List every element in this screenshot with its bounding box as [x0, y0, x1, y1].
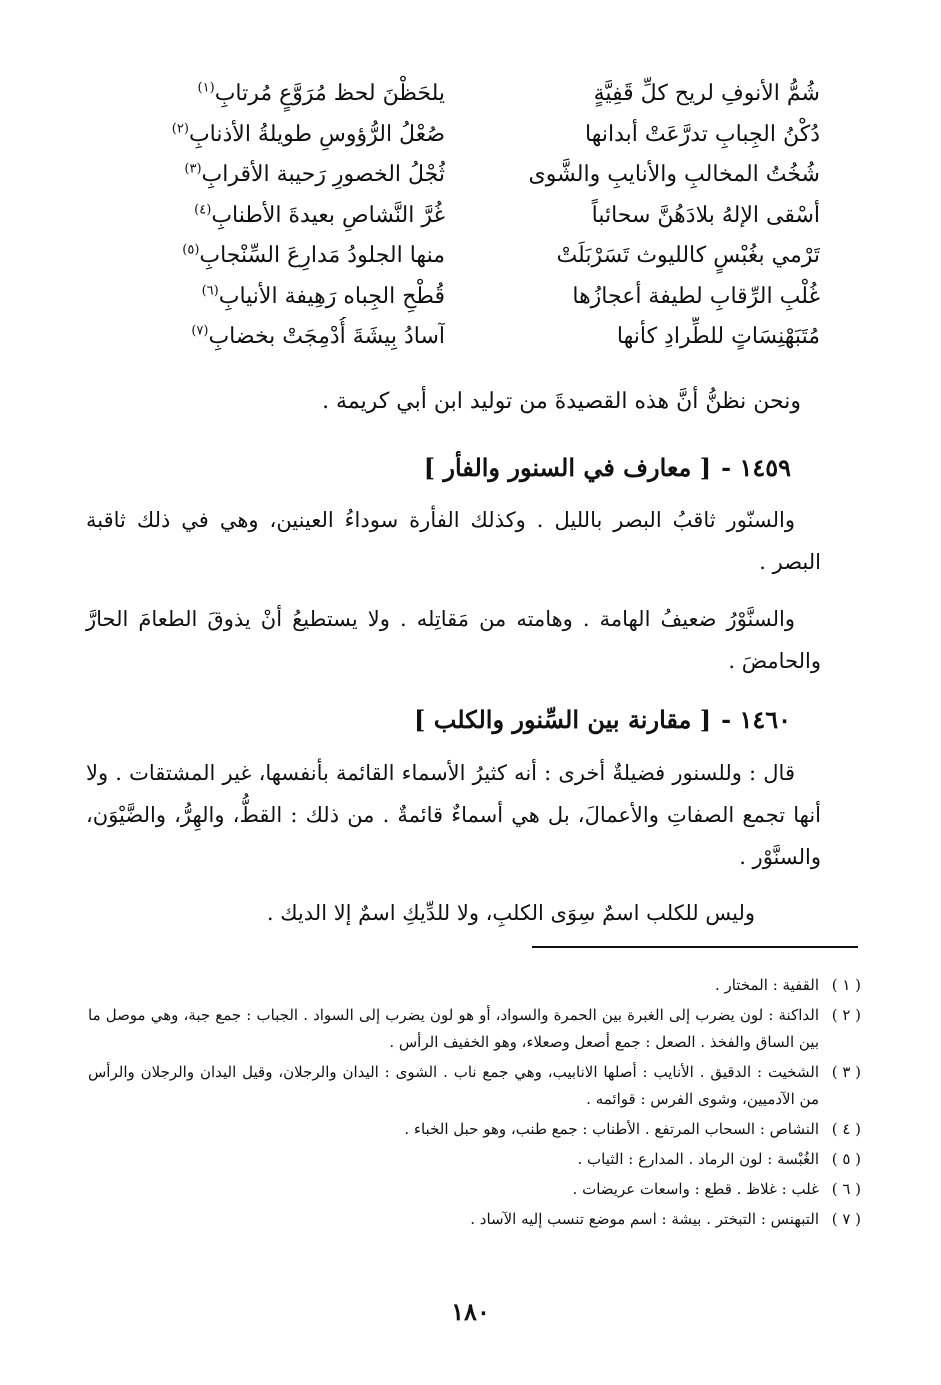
footnote-text: غلب : غلاظ . قطع : واسعات عريضات .	[572, 1180, 819, 1198]
footnote-reference: (٤)	[194, 202, 212, 218]
verse-second-hemistich	[85, 236, 445, 276]
verse-first-hemistich: دُكْنُ الجِبابِ تدرَّعَتْ أبدانها	[585, 121, 820, 147]
verse	[85, 74, 820, 115]
section-title: [ معارف في السنور والفأر ]	[423, 453, 712, 482]
footnote-number: ( ٣ )	[831, 1063, 861, 1081]
footnote-text: التبهنس : التبختر . بيشة : اسم موضع تنسب إليه الآساد .	[470, 1210, 819, 1228]
verse-second-hemistich-text: منها الجلودُ مَدارِعَ السِّنْجابِ	[199, 243, 445, 268]
verse-second-hemistich-text: غُرَّ النَّشاصِ بعيدةَ الأطنابِ	[211, 202, 445, 228]
paragraph: والسنّور ثاقبُ البصر بالليل . وكذلك الفأرة سوداءُ العينين، وهي في ذلك ثاقبة البصر .	[86, 508, 821, 574]
footnote-number: ( ٧ )	[831, 1210, 861, 1228]
poem	[85, 74, 820, 358]
footnote-number: ( ٥ )	[831, 1150, 861, 1168]
verse-second-hemistich-text: صُعْلُ الرُّؤوسِ طويلةُ الأذنابِ	[188, 121, 445, 147]
footnote	[88, 1206, 861, 1233]
footnote-reference: (٥)	[182, 242, 200, 258]
verse-second-hemistich	[85, 74, 445, 114]
paragraph: والسنَّوْرُ ضعيفُ الهامة . وهامته من مَقاتِله . ولا يستطيعُ أنْ يذوقَ الطعامَ الحارَّ والحامضَ .	[86, 607, 821, 673]
verse	[85, 236, 820, 277]
verse-second-hemistich	[85, 155, 445, 195]
footnote-text: الداكنة : لون يضرب إلى الغبرة بين الحمرة والسواد، أو هو لون يضرب إلى السواد . الجباب : جمع جبة، وهي موصل ما بين الساق والفخذ . الصعل : جمع أصعل وصعلاء، وهو الخفيف الرأس .	[88, 1006, 819, 1051]
footnote-reference: (٣)	[184, 161, 202, 177]
footnote	[88, 1116, 861, 1143]
verse-second-hemistich	[85, 196, 445, 236]
verse-first-hemistich: شُخُتُ المخالبِ والأنايبِ والشَّوى	[528, 162, 820, 187]
footnote-text: الشخيت : الدقيق . الأنايب : أصلها الانابيب، وهي جمع ناب . الشوى : اليدان والرجلان، وقيل اليدان والرجلان والرأس من الآدميين، وشوى الفرس : قوائمه .	[88, 1063, 819, 1108]
section-number: ١٤٦٠ -	[721, 705, 791, 734]
footnote-reference: (٧)	[191, 323, 209, 339]
footnote-number: ( ٢ )	[831, 1006, 861, 1024]
footnote-reference: (٢)	[171, 121, 189, 137]
verse-second-hemistich-text: يلحَظْنَ لحظ مُرَوَّعٍ مُرتابِ	[214, 81, 445, 106]
verse-second-hemistich	[85, 277, 445, 317]
footnote-number: ( ٦ )	[831, 1180, 861, 1198]
verse	[85, 155, 820, 196]
verse	[85, 277, 820, 318]
footnote-text: الغُبْسة : لون الرماد . المدارع : الثياب .	[577, 1150, 819, 1168]
paragraph: قال : وللسنور فضيلةٌ أخرى : أنه كثيرُ الأسماء القائمة بأنفسها، غير المشتقات . ولا أنها تجمع الصفاتِ والأعمالَ، بل هي أسماءٌ قائمةٌ . من ذلك : القطُّ، والهِرُّ، والضَّيْوَن، والسنَّوْر .	[86, 761, 821, 869]
footnote	[88, 972, 861, 999]
footnote-reference: (١)	[197, 80, 215, 96]
footnote-reference: (٦)	[201, 283, 219, 299]
verse	[85, 317, 820, 358]
footnote-number: ( ١ )	[831, 976, 861, 994]
verse-first-hemistich: مُتَبَهْنِسَاتٍ للطِّرادِ كأنها	[616, 324, 820, 349]
verse-second-hemistich-text: ثُجْلُ الخصورِ رَحيبة الأقرابِ	[201, 162, 445, 187]
attribution-note: ونحن نظنُّ أنَّ هذه القصيدةَ من توليد ابن أبي كريمة .	[322, 389, 801, 414]
footnote	[88, 1146, 861, 1173]
verse-first-hemistich: أسْقى الإلهُ بلادَهُنَّ سحائباً	[591, 202, 820, 228]
section-title: [ مقارنة بين السِّنور والكلب ]	[414, 705, 712, 734]
verse	[85, 115, 820, 156]
section-heading-1460	[90, 700, 791, 740]
footnote-divider	[532, 946, 858, 948]
section-number: ١٤٥٩ -	[721, 453, 791, 482]
page-number: ١٨٠	[451, 1297, 490, 1326]
footnote-number: ( ٤ )	[831, 1120, 861, 1138]
verse-second-hemistich	[85, 317, 445, 357]
verse-first-hemistich: شُمُّ الأنوفِ لريح كلِّ قَفِيَّةٍ	[593, 81, 820, 106]
footnote	[88, 1002, 861, 1056]
verse-second-hemistich-text: آسادُ بِيشَةَ أُدْمِجَتْ بخضابِ	[208, 324, 445, 349]
footnote	[88, 1059, 861, 1113]
footnote	[88, 1176, 861, 1203]
section-heading-1459	[90, 448, 791, 488]
verse-first-hemistich: غُلْبِ الرِّقابِ لطيفة أعجازُها	[572, 283, 820, 309]
verse	[85, 196, 820, 237]
footnote-text: النشاص : السحاب المرتفع . الأطناب : جمع طنب، وهو حبل الخباء .	[404, 1120, 819, 1138]
verse-first-hemistich: تَرْمي بغُبْسٍ كالليوث تَسَرْبَلَتْ	[556, 243, 820, 268]
paragraph: وليس للكلب اسمٌ سِوَى الكلبِ، ولا للدِّيكِ اسمٌ إلا الديك .	[266, 901, 755, 925]
footnotes	[88, 972, 861, 1233]
verse-second-hemistich-text: قُطْحِ الجِباه رَهِيفة الأنيابِ	[218, 283, 445, 309]
footnote-text: القفية : المختار .	[714, 976, 819, 994]
verse-second-hemistich	[85, 115, 445, 155]
